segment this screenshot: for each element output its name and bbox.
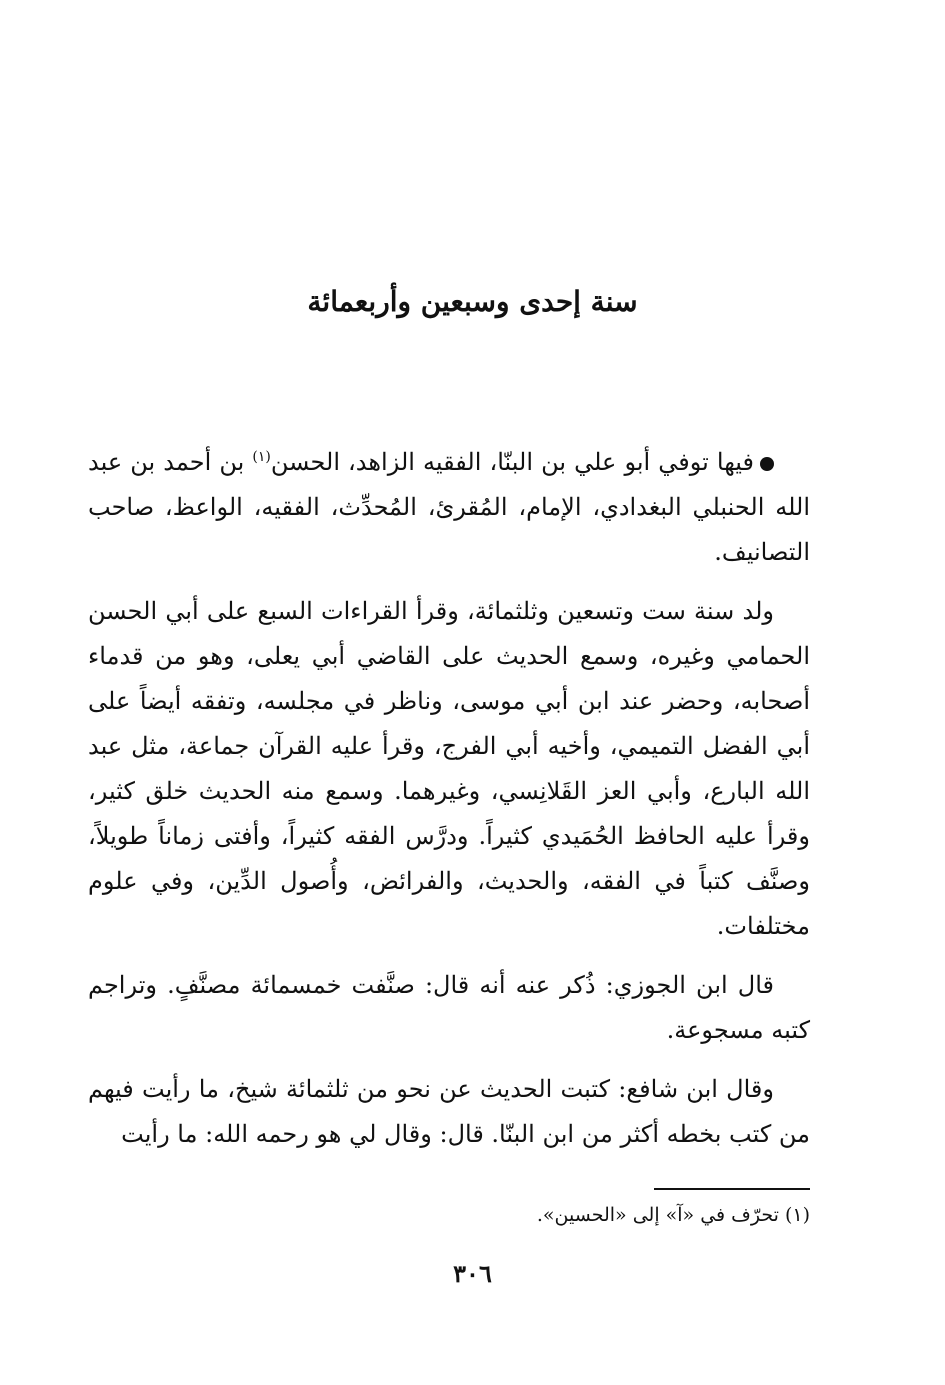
bullet-icon: [760, 457, 774, 471]
paragraph-1-text-b: بن أحمد بن عبد الله الحنبلي البغدادي، الإمام، المُقرئ، المُحدِّث، الفقيه، الواعظ، صاحب التصانيف.: [88, 448, 810, 566]
footnote-reference: (١): [252, 449, 271, 465]
paragraph-2: ولد سنة ست وتسعين وثلثمائة، وقرأ القراءات السبع على أبي الحسن الحمامي وغيره، وسمع الحديث على القاضي أبي يعلى، وهو من قدماء أصحابه، وحضر عند ابن أبي موسى، وناظر في مجلسه، وتفقه أيضاً على أبي الفضل التميمي، وأخيه أبي الفرج، وقرأ عليه القرآن جماعة، مثل عبد الله البارع، وأبي العز القَلانِسي، وغيرهما. وسمع منه الحديث خلق كثير، وقرأ عليه الحافظ الحُمَيدي كثيراً. ودرَّس الفقه كثيراً، وأفتى زماناً طويلاً، وصنَّف كتباً في الفقه، والحديث، والفرائض، وأُصول الدِّين، وفي علوم مختلفات.: [88, 597, 810, 940]
page-number: ٣٠٦: [453, 1259, 492, 1288]
paragraph-1: [88, 440, 810, 575]
paragraph-1-text-a: فيها توفي أبو علي بن البنّا، الفقيه الزاهد، الحسن: [270, 448, 754, 476]
chapter-title: سنة إحدى وسبعين وأربعمائة: [307, 285, 638, 318]
footnote: (١) تحرّف في «آ» إلى «الحسين».: [536, 1204, 810, 1226]
paragraph-3: قال ابن الجوزي: ذُكر عنه أنه قال: صنَّفت خمسمائة مصنَّفٍ. وتراجم كتبه مسجوعة.: [88, 971, 810, 1044]
main-text: [88, 440, 810, 1171]
footnote-divider: [654, 1188, 810, 1190]
paragraph-4: وقال ابن شافع: كتبت الحديث عن نحو من ثلثمائة شيخ، ما رأيت فيهم من كتب بخطه أكثر من ابن البنّا. قال: وقال لي هو رحمه الله: ما رأيت: [88, 1075, 810, 1148]
